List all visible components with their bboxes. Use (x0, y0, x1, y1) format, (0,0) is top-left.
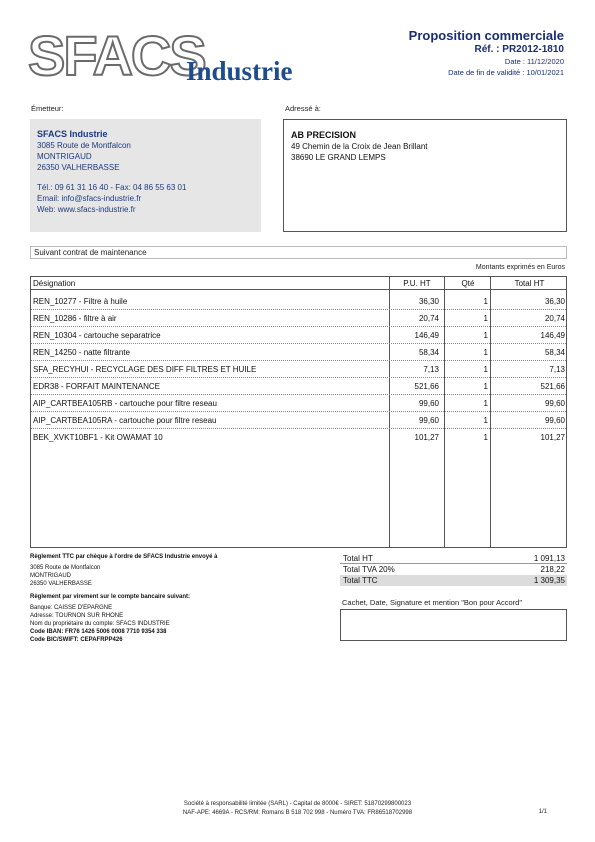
row-unit-price: 99,60 (418, 399, 439, 408)
row-designation: BEK_XVKT10BF1 - Kit OWAMAT 10 (33, 433, 163, 442)
table-row (31, 412, 566, 429)
header-unit-price: P.U. HT (403, 279, 431, 288)
row-total: 36,30 (544, 297, 565, 306)
emitter-city: MONTRIGAUD (37, 152, 92, 161)
table-row (31, 327, 566, 344)
cheque-address: 3085 Route de Montfalcon (30, 565, 101, 571)
total-ttc-value: 1 309,35 (533, 576, 565, 585)
emitter-email: Email: info@sfacs-industrie.fr (37, 194, 142, 203)
header-designation: Désignation (33, 279, 76, 288)
row-total: 58,34 (544, 348, 565, 357)
row-quantity: 1 (483, 416, 488, 425)
row-quantity: 1 (483, 348, 488, 357)
emitter-web: Web: www.sfacs-industrie.fr (37, 205, 136, 214)
document-reference: Réf. : PR2012-1810 (474, 44, 564, 55)
table-row (31, 293, 566, 310)
table-header (31, 277, 566, 290)
table-row (31, 378, 566, 395)
total-tva-label: Total TVA 20% (343, 565, 395, 574)
row-designation: REN_10304 - cartouche separatrice (33, 331, 161, 340)
company-logo (28, 24, 318, 88)
table-row (31, 344, 566, 361)
table-row (31, 395, 566, 412)
row-quantity: 1 (483, 399, 488, 408)
document-date: Date : 11/12/2020 (504, 57, 564, 66)
footer-line-1: Société à responsabilité limitée (SARL) - Capital de 8000€ - SIRET: 51870299800023 (183, 801, 412, 807)
emitter-label: Émetteur: (31, 104, 64, 113)
transfer-payment-title: Règlement par virement sur le compte bancaire suivant: (30, 594, 191, 600)
row-designation: AIP_CARTBEA105RB - cartouche pour filtre reseau (33, 399, 217, 408)
contract-note: Suivant contrat de maintenance (30, 246, 567, 259)
recipient-name: AB PRECISION (291, 130, 357, 140)
row-total: 99,60 (544, 416, 565, 425)
cheque-zip-city: 26350 VALHERBASSE (30, 581, 92, 587)
bic-code: Code BIC/SWIFT: CEPAFRPP426 (30, 637, 123, 643)
total-ht-value: 1 091,13 (533, 554, 565, 563)
document-title: Proposition commerciale (408, 28, 564, 43)
total-ht-row (340, 553, 567, 564)
row-unit-price: 7,13 (423, 365, 439, 374)
cheque-city: MONTRIGAUD (30, 573, 71, 579)
table-row (31, 429, 566, 446)
row-total: 521,66 (540, 382, 565, 391)
row-designation: REN_10277 - Filtre à huile (33, 297, 128, 306)
row-unit-price: 101,27 (414, 433, 439, 442)
row-unit-price: 521,66 (414, 382, 439, 391)
row-total: 99,60 (544, 399, 565, 408)
row-total: 20,74 (544, 314, 565, 323)
total-ttc-label: Total TTC (343, 576, 378, 585)
legal-footer (0, 800, 595, 818)
row-total: 7,13 (549, 365, 565, 374)
row-designation: EDR38 - FORFAIT MAINTENANCE (33, 382, 160, 391)
recipient-zip-city: 38690 LE GRAND LEMPS (291, 153, 386, 162)
total-tva-row (340, 564, 567, 575)
recipient-box (283, 119, 567, 232)
document-header (409, 28, 564, 78)
signature-box[interactable] (340, 609, 567, 641)
row-total: 101,27 (540, 433, 565, 442)
account-owner: Nom du propriétaire du compte: SFACS INDUSTRIE (30, 621, 170, 627)
row-quantity: 1 (483, 365, 488, 374)
emitter-box (30, 119, 261, 232)
iban-code: Code IBAN: FR76 1426 5006 0008 7710 9354 338 (30, 629, 167, 635)
emitter-name: SFACS Industrie (37, 129, 108, 139)
table-row (31, 310, 566, 327)
logo-industrie-text: Industrie (186, 56, 293, 86)
bank-name: Banque: CAISSE D'EPARGNE (30, 605, 113, 611)
row-designation: AIP_CARTBEA105RA - cartouche pour filtre reseau (33, 416, 217, 425)
row-quantity: 1 (483, 331, 488, 340)
header-total: Total HT (514, 279, 545, 288)
total-ttc-row (340, 575, 567, 586)
recipient-label: Adressé à: (285, 104, 321, 113)
totals-block (340, 553, 567, 586)
page-number: 1/1 (538, 809, 547, 815)
row-unit-price: 58,34 (418, 348, 439, 357)
signature-label: Cachet, Date, Signature et mention "Bon pour Accord" (342, 598, 523, 607)
amounts-currency-note: Montants exprimés en Euros (475, 264, 565, 271)
row-quantity: 1 (483, 433, 488, 442)
payment-info (30, 553, 330, 644)
row-quantity: 1 (483, 382, 488, 391)
table-row (31, 361, 566, 378)
total-tva-value: 218,22 (540, 565, 565, 574)
bank-address: Adresse: TOURNON SUR RHONE (30, 613, 124, 619)
header-quantity: Qté (461, 279, 475, 288)
recipient-address: 49 Chemin de la Croix de Jean Brillant (291, 142, 428, 151)
row-designation: REN_14250 - natte filtrante (33, 348, 130, 357)
emitter-address: 3085 Route de Montfalcon (37, 141, 131, 150)
items-table (30, 276, 567, 548)
row-unit-price: 99,60 (418, 416, 439, 425)
emitter-zip-city: 26350 VALHERBASSE (37, 163, 120, 172)
row-unit-price: 146,49 (414, 331, 439, 340)
row-designation: REN_10286 - filtre à air (33, 314, 117, 323)
validity-date: Date de fin de validité : 10/01/2021 (448, 68, 564, 77)
emitter-phone: Tél.: 09 61 31 16 40 - Fax: 04 86 55 63 01 (37, 183, 187, 192)
row-total: 146,49 (540, 331, 565, 340)
row-quantity: 1 (483, 297, 488, 306)
row-quantity: 1 (483, 314, 488, 323)
logo-sfacs-text: SFACS (28, 24, 205, 87)
cheque-payment-title: Règlement TTC par chèque à l'ordre de SFACS Industrie envoyé à (30, 554, 218, 560)
footer-line-2: NAF-APE: 4669A - RCS/RM: Romans B 518 702 998 - Numéro TVA: FR86518702998 (182, 810, 413, 816)
row-unit-price: 36,30 (418, 297, 439, 306)
total-ht-label: Total HT (343, 554, 373, 563)
row-unit-price: 20,74 (418, 314, 439, 323)
row-designation: SFA_RECYHUI - RECYCLAGE DES DIFF FILTRES ET HUILE (33, 365, 257, 374)
